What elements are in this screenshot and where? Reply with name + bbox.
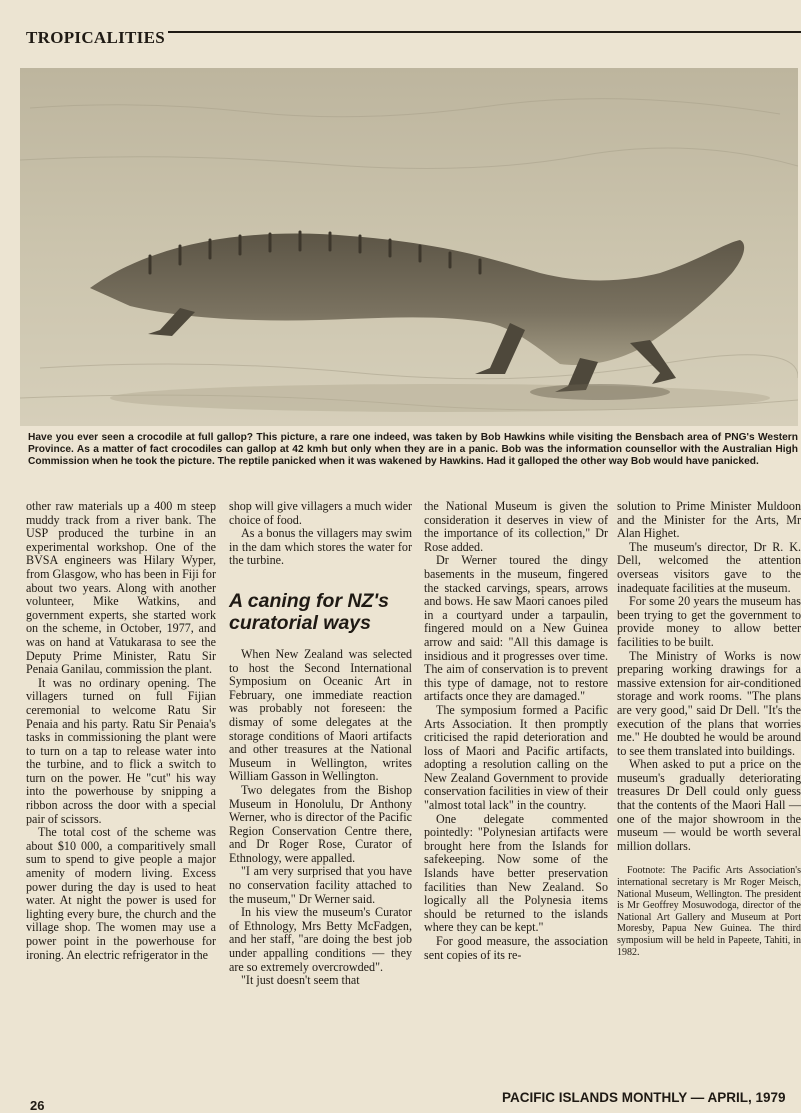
paragraph: The symposium formed a Pacific Arts Association. It then promptly criticised the rapid deterioration and loss of Maori and Pacific artifacts, adopting a resolution calling on the New Zealand Government to provide conservation facilities in view of their "almost total lack" in the country. xyxy=(424,702,608,813)
paragraph: One delegate commented pointedly: "Polynesian artifacts were brought here from the Islands for safekeeping. Now some of the Islands have better preservation facilities than New Zealand. So logically all the Polynesia items should be returned to the islands where they can be kept." xyxy=(424,811,608,935)
section-title: TROPICALITIES xyxy=(26,28,165,47)
photo-caption: Have you ever seen a crocodile at full gallop? This picture, a rare one indeed, was taken by Bob Hawkins while visiting the Bensbach area of PNG's Western Province. As a matter of fact crocodiles can gallop at 42 kmh but only when they are in a panic. Bob was the information counsellor with the Australian High Commission when he took the picture. The reptile panicked when it was wakened by Hawkins. Had it galloped the other way Bob would have panicked. xyxy=(28,432,798,468)
column-3 xyxy=(424,500,608,962)
paragraph: "It just doesn't seem that xyxy=(241,973,360,988)
paragraph: Dr Werner toured the dingy basements in the museum, fingered the stacked carvings, spears, arrows and bows. He saw Maori canoes piled in a courtyard under a tarpaulin, fingered mould on a New Guinea arrow and said: "All this damage is insidious and it progresses over time. The aim of conservation is to prevent this type of damage, not to restore artifacts once they are damaged." xyxy=(424,553,608,704)
paragraph: Two delegates from the Bishop Museum in Honolulu, Dr Anthony Werner, who is director of the Pacific Region Conservation Centre there, and Dr Roger Rose, Curator of Ethnology, were appalled. xyxy=(229,782,412,865)
footnote xyxy=(617,865,801,958)
paragraph: shop will give villagers a much wider choice of food. xyxy=(229,499,412,527)
paragraph: The total cost of the scheme was about $10 000, a comparitively small sum to spend to give people a major amenity of modern living. Excess power during the day is used to heat water. At night the power is used for lighting every bure, the church and the village shop. The women may use a power point in the powerhouse for ironing. An electric refrigerator in the xyxy=(26,825,216,962)
column-1 xyxy=(26,500,216,962)
paragraph: In his view the museum's Curator of Ethnology, Mrs Betty McFadgen, and her staff, "are doing the best job under appalling conditions — they are so extremely overcrowded". xyxy=(229,905,412,974)
publication-footer: PACIFIC ISLANDS MONTHLY — APRIL, 1979 xyxy=(502,1090,786,1105)
footnote-text: Footnote: The Pacific Arts Association's international secretary is Mr Roger Meisch, National Museum, Wellington. The president is Mr Geoffrey Mosuwodoga, director of the National Art Gallery and Museum at Port Moresby, Papua New Guinea. The third symposium will be held in Papeete, Tahiti, in 1982. xyxy=(617,865,801,958)
paragraph: "I am very surprised that you have no conservation facility attached to the museum," Dr Werner said. xyxy=(229,864,412,906)
paragraph: When New Zealand was selected to host the Second International Symposium on Oceanic Art in February, one immediate reaction was probably not foreseen: the dismay of some delegates at the storage conditions of Maori artifacts and other treasures at the National Museum in Wellington, writes William Gasson in Wellington. xyxy=(229,646,412,784)
paragraph: The museum's director, Dr R. K. Dell, welcomed the attention overseas visitors gave to the inadequate facilities at the museum. xyxy=(617,539,801,595)
crocodile-image xyxy=(20,68,798,426)
header-rule xyxy=(168,31,801,33)
paragraph: other raw materials up a 400 m steep muddy track from a river bank. The USP produced the turbine in an experimental workshop. One of the BVSA engineers was Hilary Wyper, from Glasgow, who has been in Fiji for about two years. Along with another volunteer, Mike Watkins, and government experts, she started work on the scheme, in October, 1977, and was on hand at Vatukarasa to see the Deputy Prime Minister, Ratu Sir Penaia Ganilau, commission the plant. xyxy=(26,499,216,677)
paragraph: solution to Prime Minister Muldoon and the Minister for the Arts, Mr Alan Highet. xyxy=(617,499,801,541)
paragraph: When asked to put a price on the museum's gradually deteriorating treasures Dr Dell could only guess that the contents of the Maori Hall — one of the major showroom in the museum — would be worth several million dollars. xyxy=(617,757,801,853)
paragraph: For good measure, the association sent copies of its re- xyxy=(424,934,608,962)
column-4 xyxy=(617,500,801,958)
paragraph: It was no ordinary opening. The villagers turned on full Fijian ceremonial to welcome Ratu Sir Penaia and his party. Ratu Sir Penaia's tasks in commissioning the plant were to turn on a tap to release water into the turbine, and to flick a switch to turn on the power. He "cut" his way into the powerhouse by snipping a ribbon across the door with a special pair of scissors. xyxy=(26,675,216,826)
article-headline: A caning for NZ's curatorial ways xyxy=(229,589,389,634)
paragraph: For some 20 years the museum has been trying to get the government to provide money to allow better facilities to be built. xyxy=(617,594,801,649)
paragraph: the National Museum is given the consideration it deserves in view of the importance of its collection," Dr Rose added. xyxy=(424,499,608,554)
column-2 xyxy=(229,500,412,988)
page-number: 26 xyxy=(30,1098,45,1113)
paragraph: The Ministry of Works is now preparing working drawings for a massive extension for air-conditioned storage and work rooms. "The plans are very good," said Dr Dell. "It's the execution of the plans that worries me." He doubted he would be around to see them translated into buildings. xyxy=(617,648,801,758)
crocodile-photo xyxy=(20,68,798,426)
paragraph: As a bonus the villagers may swim in the dam which stores the water for the turbine. xyxy=(229,526,412,568)
